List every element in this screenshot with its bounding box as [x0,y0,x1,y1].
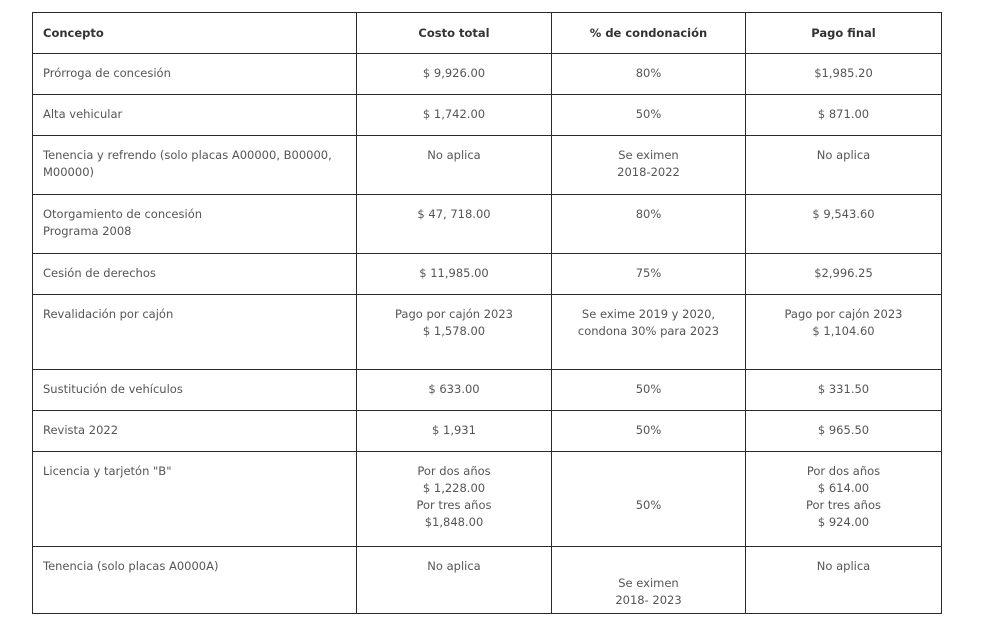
cell-condonacion [552,54,746,95]
cell-text-line: Tenencia (solo placas A0000A) [43,559,219,573]
cell-text-line: 80% [635,207,662,221]
condonation-table [32,12,942,614]
cell-text-line: $2,996.25 [814,266,873,280]
table-row [33,411,942,452]
cell-text-line: 75% [635,266,662,280]
cell-text-line: 50% [635,107,662,121]
cell-concepto [33,452,357,547]
cell-pago-final [746,254,942,295]
cell-text-line: $ 633.00 [428,382,480,396]
cell-text-line: 50% [635,498,662,512]
cell-text-line: $1,848.00 [424,515,484,529]
cell-text-line: No aplica [816,559,871,573]
cell-text-line: Pago por cajón 2023 [784,307,903,321]
cell-pago-final [746,452,942,547]
cell-text-line: Sustitución de vehículos [43,382,183,396]
cell-text-line: $ 924.00 [817,515,870,529]
cell-costo-total [357,254,552,295]
table-header-row [33,13,942,54]
cell-text-line: No aplica [427,148,481,162]
cell-text-line: $ 1,742.00 [422,107,486,121]
cell-condonacion [552,254,746,295]
cell-text-line: $ 871.00 [817,107,870,121]
cell-costo-total [357,95,552,136]
table-row [33,295,942,370]
cell-text-line [562,463,735,480]
cell-costo-total [357,452,552,547]
cell-text-line: $ 11,985.00 [419,266,489,280]
cell-condonacion [552,95,746,136]
cell-text-line: Se eximen [618,148,679,162]
cell-text-line: 2018- 2023 [615,593,682,607]
cell-concepto [33,547,357,614]
cell-text-line: Pago por cajón 2023 [395,307,513,321]
cell-concepto [33,136,357,195]
cell-text-line: 2018-2022 [617,165,680,179]
cell-text-line: Programa 2008 [43,224,132,238]
cell-text-line: Alta vehicular [43,107,123,121]
cell-condonacion [552,370,746,411]
cell-costo-total [357,295,552,370]
cell-text-line [562,480,735,497]
table-row [33,95,942,136]
cell-text-line: $ 331.50 [817,382,870,396]
cell-text-line: $ 1,578.00 [422,324,486,338]
cell-concepto [33,254,357,295]
header-pago-final: Pago final [746,13,942,54]
cell-concepto [33,54,357,95]
cell-costo-total [357,136,552,195]
header-concepto: Concepto [33,13,357,54]
cell-condonacion [552,195,746,254]
cell-costo-total [357,547,552,614]
cell-text-line: No aplica [816,148,871,162]
header-costo-total: Costo total [357,13,552,54]
cell-condonacion [552,136,746,195]
table-row [33,254,942,295]
cell-pago-final [746,195,942,254]
cell-text-line: Revalidación por cajón [43,307,174,321]
table-row [33,54,942,95]
cell-concepto [33,370,357,411]
cell-text-line: Por dos años [806,464,881,478]
cell-pago-final [746,547,942,614]
cell-text-line: Por tres años [805,498,881,512]
cell-condonacion [552,547,746,614]
cell-costo-total [357,195,552,254]
cell-text-line: $ 965.50 [817,423,870,437]
table-row [33,370,942,411]
condonation-table-container [32,12,941,614]
cell-pago-final [746,295,942,370]
cell-pago-final [746,411,942,452]
cell-text-line: Se exime 2019 y 2020, [581,307,716,321]
cell-text-line: Otorgamiento de concesión [43,207,203,221]
cell-condonacion [552,295,746,370]
table-body [33,54,942,614]
cell-costo-total [357,54,552,95]
cell-text-line [562,558,735,575]
cell-text-line: Por tres años [416,498,492,512]
cell-text-line: 50% [635,423,662,437]
cell-text-line: Licencia y tarjetón "B" [43,464,172,478]
cell-concepto [33,295,357,370]
cell-text-line: Cesión de derechos [43,266,156,280]
cell-concepto [33,195,357,254]
cell-text-line: condona 30% para 2023 [577,324,720,338]
cell-text-line: 50% [635,382,662,396]
cell-text-line: $ 1,104.60 [812,324,875,338]
cell-condonacion [552,452,746,547]
table-row [33,547,942,614]
cell-pago-final [746,54,942,95]
cell-text-line: $ 1,228.00 [422,481,486,495]
cell-pago-final [746,95,942,136]
cell-text-line: Tenencia y refrendo (solo placas A00000, B00000, [43,148,332,162]
cell-text-line: No aplica [427,559,481,573]
cell-text-line: $ 1,931 [432,423,476,437]
cell-text-line: M00000) [43,165,94,179]
cell-text-line: $ 9,926.00 [422,66,486,80]
table-row [33,452,942,547]
cell-concepto [33,411,357,452]
cell-text-line: 80% [635,66,662,80]
cell-costo-total [357,411,552,452]
cell-text-line: Revista 2022 [43,423,119,437]
cell-text-line: Prórroga de concesión [43,66,171,80]
cell-text-line: Por dos años [417,464,491,478]
header-condonacion: % de condonación [552,13,746,54]
table-row [33,195,942,254]
cell-text-line: Se eximen [618,576,679,590]
cell-text-line: $1,985.20 [814,66,873,80]
cell-text-line: $ 614.00 [817,481,870,495]
table-row [33,136,942,195]
cell-text-line: $ 9,543.60 [812,207,875,221]
cell-costo-total [357,370,552,411]
cell-condonacion [552,411,746,452]
cell-text-line: $ 47, 718.00 [417,207,491,221]
cell-concepto [33,95,357,136]
cell-pago-final [746,370,942,411]
cell-pago-final [746,136,942,195]
